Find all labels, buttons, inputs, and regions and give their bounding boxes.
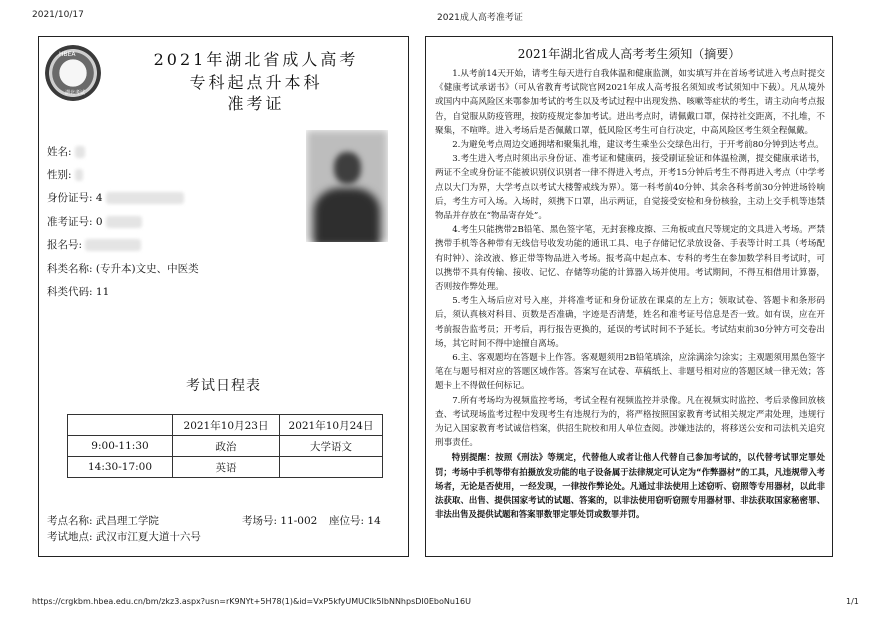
id-label: 身份证号:	[47, 192, 93, 204]
candidate-photo	[306, 130, 388, 242]
gender-redacted	[75, 169, 83, 181]
notice-warning: 特别提醒：按照《刑法》等规定，代替他人或者让他人代替自己参加考试的，以代替考试罪定罪处罚；考场中手机等带有拍摄放发功能的电子设备属于法律规定可认定为“作弊器材”的工具，凡违规带入考场者，无论是否使用，一经发现，一律按作弊论处。凡通过非法使用上述窃听、窃照等专用器材，以此非法获取、出售、提供国家考试的试题、答案的，以非法使用窃听窃照专用器材罪、非法获取国家秘密罪、非法出售及提供试题和答案罪数罪定罪处罚或数罪并罚。	[435, 452, 825, 520]
schedule-title: 考试日程表	[186, 378, 261, 394]
ticket-title: 2021年湖北省成人高考	[153, 50, 359, 69]
gender-label: 性别:	[47, 169, 72, 181]
ticket-heading: 准考证	[227, 94, 285, 113]
subject-label: 科类名称:	[47, 263, 93, 275]
schedule-subject: 英语	[173, 457, 280, 478]
schedule-time: 9:00-11:30	[68, 436, 173, 457]
ticket-subtitle: 专科起点升本科	[189, 73, 323, 92]
seat	[329, 513, 381, 528]
schedule-subject: 大学语文	[280, 436, 383, 457]
exam-room	[242, 513, 317, 528]
subject-row	[47, 261, 199, 276]
subject-code-row	[47, 284, 109, 299]
subject-code-label: 科类代码:	[47, 286, 93, 298]
admission-ticket	[38, 36, 409, 557]
exam-address-value: 武汉市江夏大道十六号	[95, 531, 201, 543]
ticket-number-row	[47, 214, 142, 229]
notice-paragraph: 2.为避免考点周边交通拥堵和聚集扎堆，建议考生乘坐公交绿色出行，于开考前80分钟到达考点。	[452, 140, 824, 151]
schedule-subject: 政治	[173, 436, 280, 457]
print-title: 2021成人高考准考证	[437, 13, 523, 23]
page-url: https://crgkbm.hbea.edu.cn/bm/zkz3.aspx?usn=rK9NYt+5H78(1)&id=VxP5kfyUMUClk5IbNNhpsDI0EboNu16U	[32, 597, 471, 606]
name-redacted	[75, 146, 85, 158]
exam-room-label: 考场号:	[242, 515, 278, 527]
id-redacted	[106, 192, 184, 204]
print-date: 2021/10/17	[32, 10, 84, 20]
name-label: 姓名:	[47, 146, 72, 158]
registration-label: 报名号:	[47, 239, 83, 251]
schedule-date: 2021年10月24日	[280, 415, 383, 436]
notice-paragraph: 4.考生只能携带2B铅笔、黑色签字笔，无封套橡皮擦、三角板或直尺等规定的文具进入考场。严禁携带手机等各种带有无线信号收发功能的通讯工具、电子存储记忆录放设备、手表等计时工具（考场配有时钟）、涂改液、修正带等物品进入考场。报考高中起点本、专科的考生在参加数学科目考试时，可以携带不具有传输、接收、记忆、存储等功能的计算器入场并使用。考试期间，不得互相借用计算器，否则按作弊处理。	[435, 225, 825, 293]
exam-authority-logo: HBEA 湖北考试	[45, 45, 101, 101]
subject-value: (专升本)文史、中医类	[95, 263, 199, 275]
registration-row	[47, 237, 141, 252]
registration-redacted	[85, 239, 141, 251]
seat-value: 14	[367, 515, 381, 527]
seat-label: 座位号:	[329, 515, 365, 527]
exam-site-label: 考点名称:	[47, 515, 93, 527]
exam-address	[47, 529, 201, 544]
notice-paragraph: 6.主、客观题均在答题卡上作答。客观题须用2B铅笔填涂，应涂满涂匀涂实；主观题须用黑色签字笔在与题号相对应的答题区域作答。答案写在试卷、草稿纸上、非题号相对应的答题区域一律无效；答题卡上不得做任何标记。	[435, 353, 825, 392]
schedule-time: 14:30-17:00	[68, 457, 173, 478]
notice-paragraph: 7.所有考场均为视频监控考场，考试全程有视频监控并录像。凡在视频实时监控、考后录像回放核查、考试现场监考过程中发现考生有违规行为的，将严格按照国家教育考试相关规定严肃处理，违规行为记入国家教育考试诚信档案，供招生院校和用人单位查阅。涉嫌违法的，将移送公安和司法机关追究刑事责任。	[435, 395, 825, 449]
table-row	[68, 436, 383, 457]
notice-body	[435, 67, 825, 522]
ticket-number-redacted	[106, 216, 142, 228]
subject-code-value: 11	[95, 286, 110, 298]
schedule-subject	[280, 457, 383, 478]
exam-room-value: 11-002	[280, 515, 318, 527]
exam-notice	[425, 36, 833, 557]
id-row	[47, 190, 184, 205]
notice-paragraph: 3.考生进入考点时须出示身份证、准考证和健康码，接受刷证验证和体温检测，提交健康承诺书，两证不全或身份证不能被识别仪识别者一律不得进入考点，开考15分钟后考生不得再进入考点（中学考点以大门为界，大学考点以考试大楼警戒线为界）。第一科考前40分钟、其余各科考前30分钟进场铃响后，考生方可入场。入场时，须携下口罩，出示两证，自觉接受安检和身份核验，主动上交手机等违禁物品并存放在“物品寄存处”。	[435, 154, 825, 222]
exam-site	[47, 513, 159, 528]
exam-site-value: 武昌理工学院	[95, 515, 159, 527]
name-row	[47, 144, 85, 159]
id-value: 4	[95, 192, 103, 204]
page-number: 1/1	[846, 597, 859, 606]
gender-row	[47, 167, 83, 182]
table-row	[68, 457, 383, 478]
exam-address-label: 考试地点:	[47, 531, 93, 543]
notice-paragraph: 5.考生入场后应对号入座，并将准考证和身份证放在课桌的左上方；领取试卷、答题卡和条形码后，须认真核对科目、页数是否准确，字迹是否清楚，姓名和准考证号信息是否一致。如有误，应在开考前报告监考员；开考后，再行报告更换的，延误的考试时间不予延长。考试结束前30分钟方可交卷出场，其它时间不得中途擅自离场。	[435, 296, 825, 349]
notice-title: 2021年湖北省成人高考考生须知（摘要）	[517, 47, 741, 61]
notice-paragraph: 1.从考前14天开始，请考生每天进行自我体温和健康监测，如实填写并在首场考试进入考点时提交《健康考试承诺书》（可从省教育考试院官网2021年成人高考报名须知或考试须知中下载）。凡从境外或国内中高风险区来鄂参加考试的考生以及考试过程中出现发热、咳嗽等症状的考生，请主动向考点报告，自觉服从防疫管理，按防疫规定参加考试。进出考点时，请佩戴口罩，保持社交距离，不扎堆，不聚集，不喧哗。进入考场后是否佩戴口罩，低风险区考生可自行决定，中高风险区考生须全程佩戴。	[435, 69, 825, 136]
schedule-date: 2021年10月23日	[173, 415, 280, 436]
ticket-number-value: 0	[95, 216, 103, 228]
ticket-number-label: 准考证号:	[47, 216, 93, 228]
table-row	[68, 415, 383, 436]
schedule-table	[67, 414, 383, 478]
